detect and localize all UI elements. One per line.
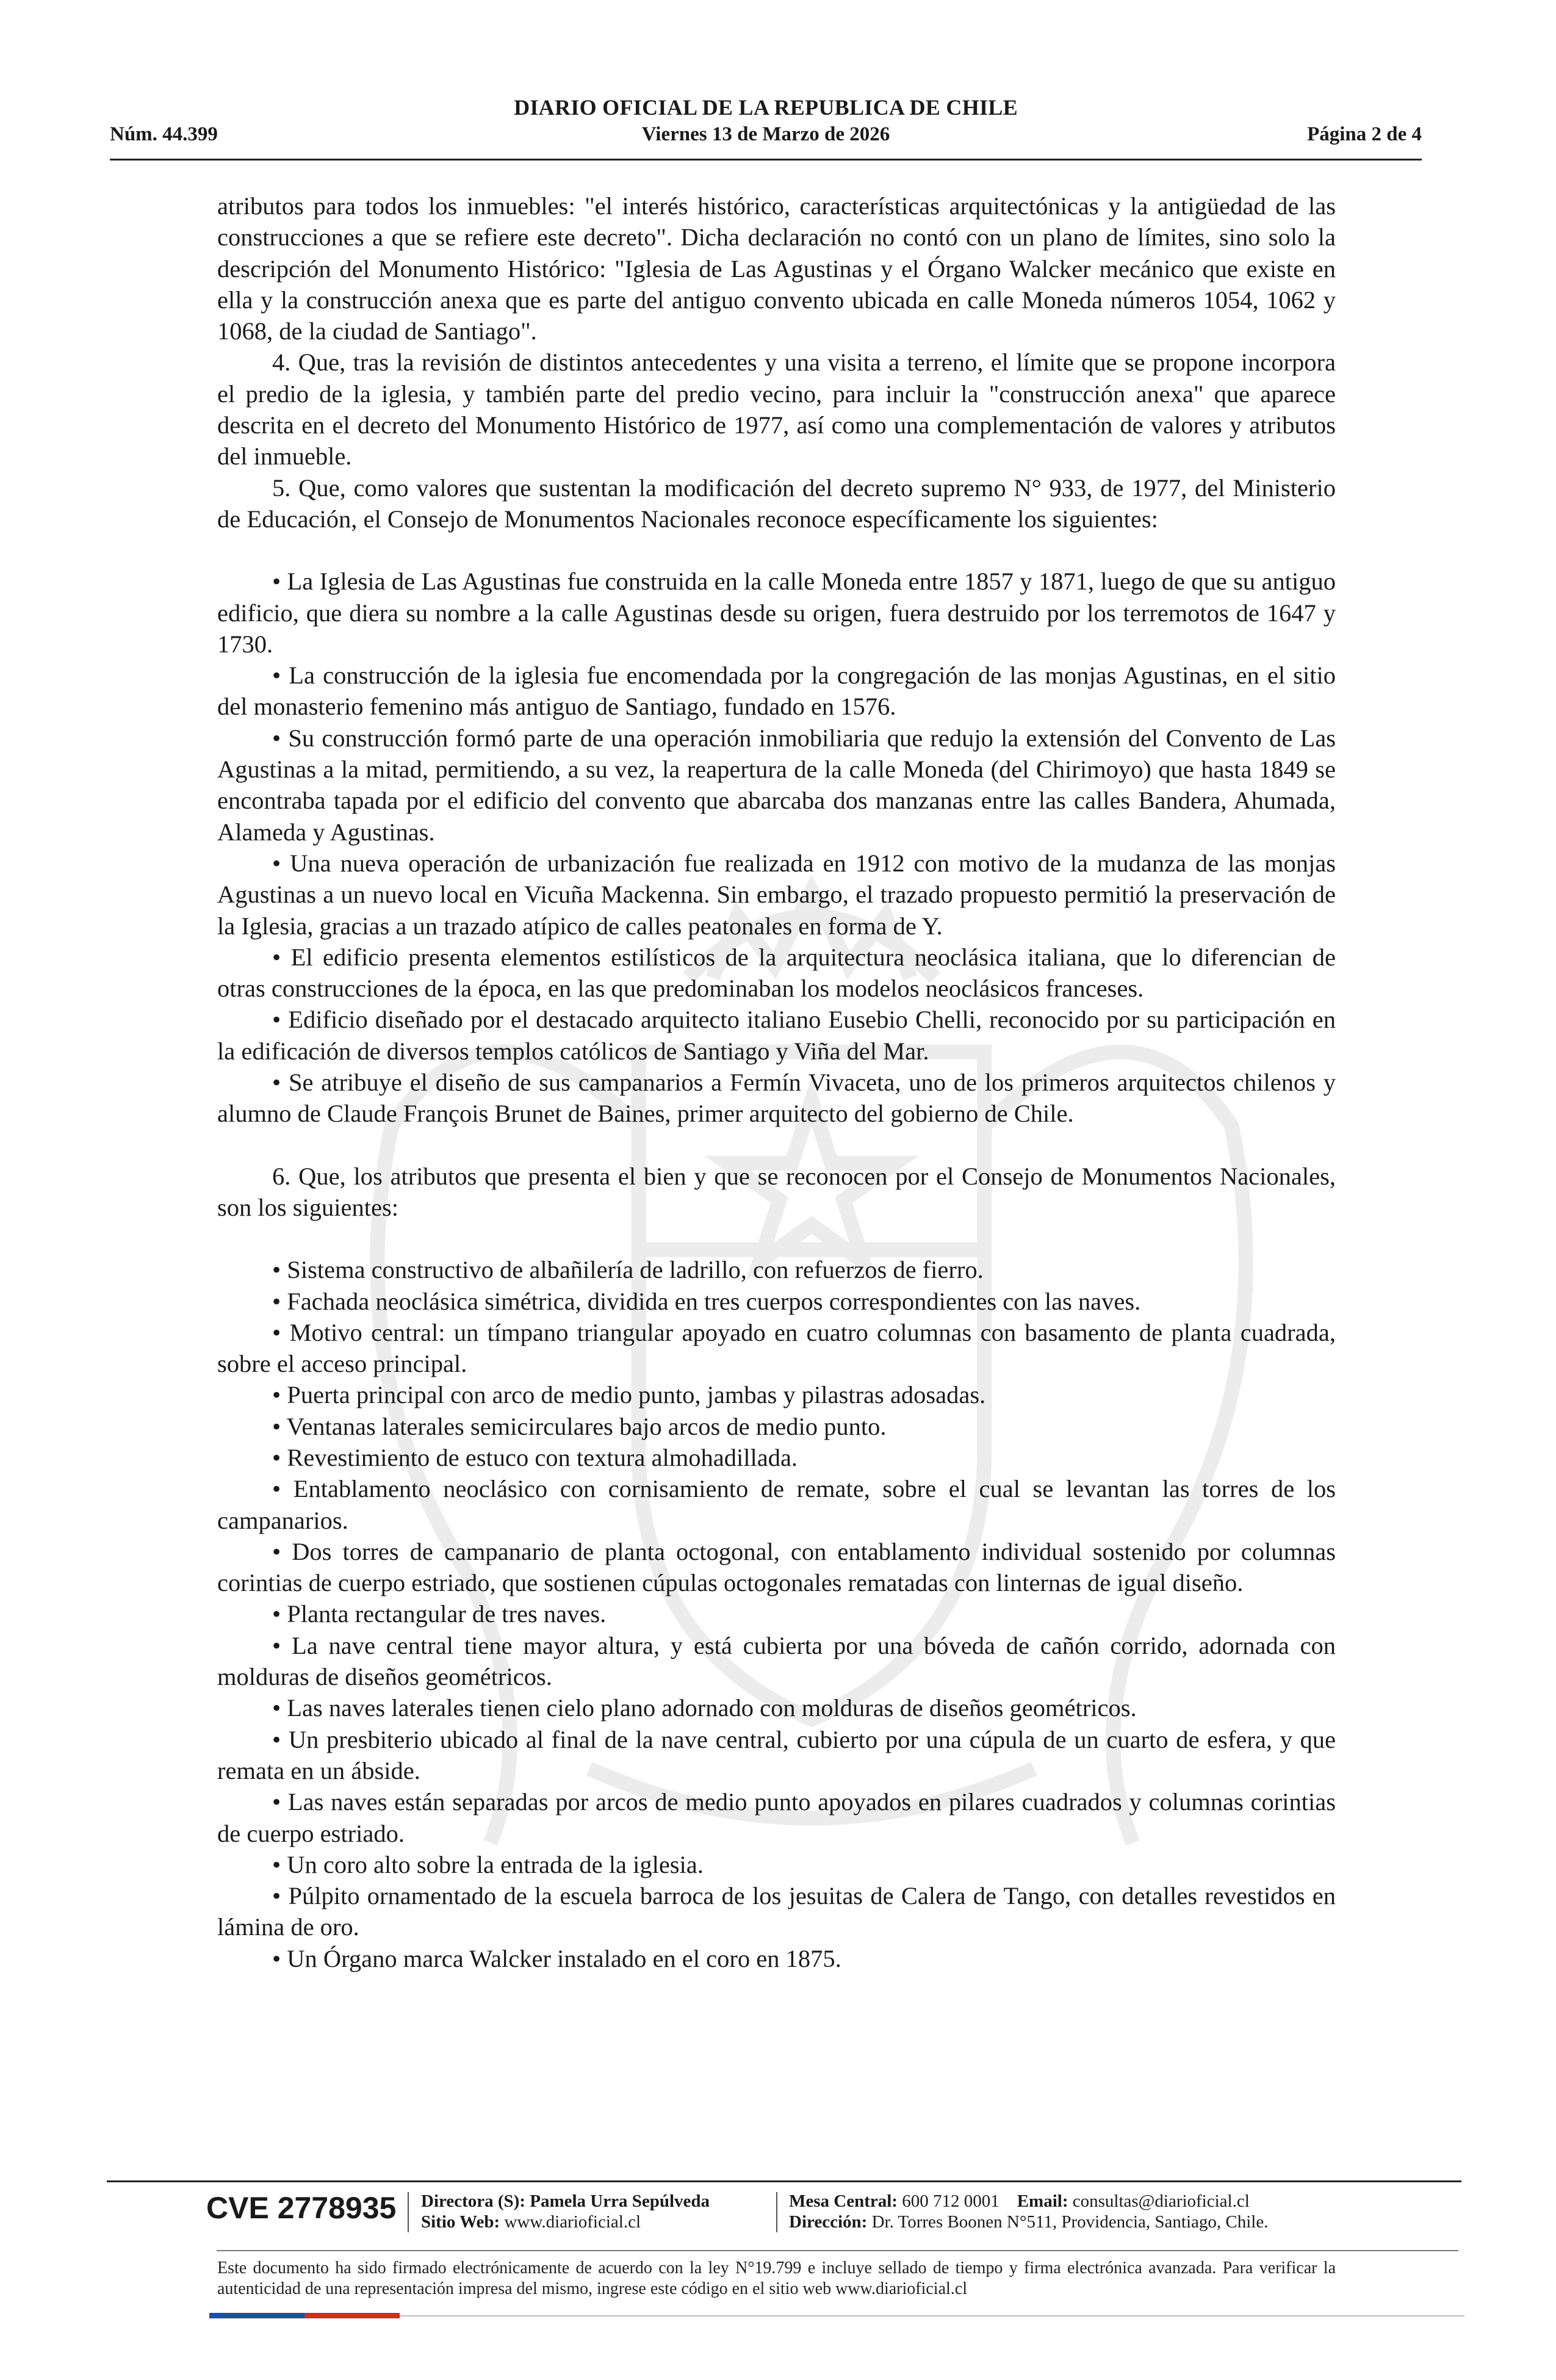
list-item: • La Iglesia de Las Agustinas fue construida en la calle Moneda entre 1857 y 1871, luego de que su antiguo edificio, que diera su nombre a la calle Agustinas desde su origen, fuera destruido por los terremotos de 1647 y 1730. xyxy=(217,568,1336,658)
list-item: • Una nueva operación de urbanización fue realizada en 1912 con motivo de la mudanza de las monjas Agustinas a un nuevo local en Vicuña Mackenna. Sin embargo, el trazado propuesto permitió la preservación de la Iglesia, gracias a un trazado atípico de calles peatonales en forma de Y. xyxy=(217,849,1336,940)
list-item: • Ventanas laterales semicirculares bajo arcos de medio punto. xyxy=(272,1412,887,1440)
address-value: Dr. Torres Boonen N°511, Providencia, Santiago, Chile. xyxy=(871,2212,1269,2232)
page-header xyxy=(110,92,1422,160)
website-line xyxy=(421,2212,710,2232)
paragraph: 5. Que, como valores que sustentan la modificación del decreto supremo N° 933, de 1977, del Ministerio de Educación, el Consejo de Monumentos Nacionales reconoce específicamente los siguientes: xyxy=(217,474,1336,533)
issue-number: Núm. 44.399 xyxy=(110,123,218,145)
list-item: • Entablamento neoclásico con cornisamiento de remate, sobre el cual se levantan las torres de los campanarios. xyxy=(217,1475,1336,1534)
list-item: • Un Órgano marca Walcker instalado en el coro en 1875. xyxy=(272,1944,841,1972)
list-item: • Sistema constructivo de albañilería de ladrillo, con refuerzos de fierro. xyxy=(272,1256,984,1284)
footer-divider xyxy=(217,2250,1458,2251)
footer-director-block xyxy=(421,2191,710,2232)
list-item: • Edificio diseñado por el destacado arquitecto italiano Eusebio Chelli, reconocido por su participación en la edificación de diversos templos católicos de Santiago y Viña del Mar. xyxy=(217,1006,1336,1065)
address-label: Dirección: xyxy=(789,2212,868,2232)
email-link[interactable]: consultas@diarioficial.cl xyxy=(1072,2191,1250,2211)
list-item: • La construcción de la iglesia fue encomendada por la congregación de las monjas Agustinas, en el sitio del monasterio femenino más antiguo de Santiago, fundado en 1576. xyxy=(217,662,1336,721)
flag-red-segment xyxy=(304,2313,400,2318)
flag-grey-line xyxy=(400,2315,1464,2317)
list-item: • El edificio presenta elementos estilísticos de la arquitectura neoclásica italiana, que lo diferencian de otras construcciones de la época, en las que predominaban los modelos neoclásicos franceses. xyxy=(217,943,1336,1003)
list-item: • Motivo central: un tímpano triangular apoyado en cuatro columnas con basamento de planta cuadrada, sobre el acceso principal. xyxy=(217,1318,1336,1378)
flag-stripe xyxy=(209,2313,1464,2318)
list-item: • Las naves laterales tienen cielo plano adornado con molduras de diseños geométricos. xyxy=(272,1694,1137,1722)
paragraph: atributos para todos los inmuebles: "el interés histórico, características arquitectónicas y la antigüedad de las construcciones a que se refiere este decreto". Dicha declaración no contó con un plano de límites, sino solo la descripción del Monumento Histórico: "Iglesia de Las Agustinas y el Órgano Walcker mecánico que existe en ella y la construcción anexa que es parte del antiguo convento ubicada en calle Moneda números 1054, 1062 y 1068, de la ciudad de Santiago". xyxy=(217,192,1336,345)
list-item: • Su construcción formó parte de una operación inmobiliaria que redujo la extensión del Convento de Las Agustinas a la mitad, permitiendo, a su vez, la reapertura de la calle Moneda (del Chirimoyo) que hasta 1849 se encontraba tapada por el edificio del convento que abarcaba dos manzanas entre las calles Bandera, Ahumada, Alameda y Agustinas. xyxy=(217,724,1336,846)
website-link[interactable]: www.diarioficial.cl xyxy=(504,2212,641,2232)
list-item: • Fachada neoclásica simétrica, dividida en tres cuerpos correspondientes con las naves. xyxy=(272,1287,1141,1315)
email-label: Email: xyxy=(1017,2191,1068,2211)
signature-disclaimer: Este documento ha sido firmado electrónicamente de acuerdo con la ley N°19.799 e incluye sellado de tiempo y firma electrónica avanzada. Para verificar la autenticidad de una representación impresa del mismo, ingrese este código en el sitio web www.diarioficial.cl xyxy=(217,2259,1336,2298)
list-item: • Se atribuye el diseño de sus campanarios a Fermín Vivaceta, uno de los primeros arquitectos chilenos y alumno de Claude François Brunet de Baines, primer arquitecto del gobierno de Chile. xyxy=(217,1069,1336,1128)
list-item: • Púlpito ornamentado de la escuela barroca de los jesuitas de Calera de Tango, con detalles revestidos en lámina de oro. xyxy=(217,1882,1336,1941)
page-number: Página 2 de 4 xyxy=(1307,123,1422,145)
footer-contact-block xyxy=(789,2191,1268,2232)
contact-line xyxy=(789,2191,1268,2212)
paragraph: 4. Que, tras la revisión de distintos antecedentes y una visita a terreno, el límite que se propone incorpora el predio de la iglesia, y también parte del predio vecino, para incluir la "construcción anexa" que aparece descrita en el decreto del Monumento Histórico de 1977, así como una complementación de valores y atributos del inmueble. xyxy=(217,348,1336,471)
list-item: • Dos torres de campanario de planta octogonal, con entablamento individual sostenido por columnas corintias de cuerpo estriado, que sostienen cúpulas octogonales rematadas con linternas de igual diseño. xyxy=(217,1537,1336,1597)
publication-title: DIARIO OFICIAL DE LA REPUBLICA DE CHILE xyxy=(514,95,1018,120)
footer-separator xyxy=(408,2192,409,2232)
footer-separator xyxy=(776,2192,777,2232)
phone-value: 600 712 0001 xyxy=(902,2191,1000,2211)
director-name: Pamela Urra Sepúlveda xyxy=(530,2191,710,2211)
document-body xyxy=(217,190,1336,1974)
list-item: • Puerta principal con arco de medio punto, jambas y pilastras adosadas. xyxy=(272,1381,986,1409)
list-item: • La nave central tiene mayor altura, y está cubierta por una bóveda de cañón corrido, adornada con molduras de diseños geométricos. xyxy=(217,1631,1336,1691)
issue-date: Viernes 13 de Marzo de 2026 xyxy=(641,123,890,145)
list-item: • Un coro alto sobre la entrada de la iglesia. xyxy=(272,1850,704,1878)
phone-label: Mesa Central: xyxy=(789,2191,898,2211)
cve-code: CVE 2778935 xyxy=(206,2191,397,2225)
list-item: • Las naves están separadas por arcos de medio punto apoyados en pilares cuadrados y columnas corintias de cuerpo estriado. xyxy=(217,1788,1336,1847)
list-item: • Planta rectangular de tres naves. xyxy=(272,1600,607,1628)
address-line xyxy=(789,2212,1268,2232)
director-line xyxy=(421,2191,710,2212)
paragraph: 6. Que, los atributos que presenta el bien y que se reconocen por el Consejo de Monumentos Nacionales, son los siguientes: xyxy=(217,1162,1336,1221)
list-item: • Un presbiterio ubicado al final de la nave central, cubierto por una cúpula de un cuarto de esfera, y que remata en un ábside. xyxy=(217,1725,1336,1784)
website-label: Sitio Web: xyxy=(421,2212,500,2232)
flag-blue-segment xyxy=(209,2313,304,2318)
director-label: Directora (S): xyxy=(421,2191,525,2211)
list-item: • Revestimiento de estuco con textura almohadillada. xyxy=(272,1443,798,1471)
footer-divider xyxy=(107,2180,1461,2182)
